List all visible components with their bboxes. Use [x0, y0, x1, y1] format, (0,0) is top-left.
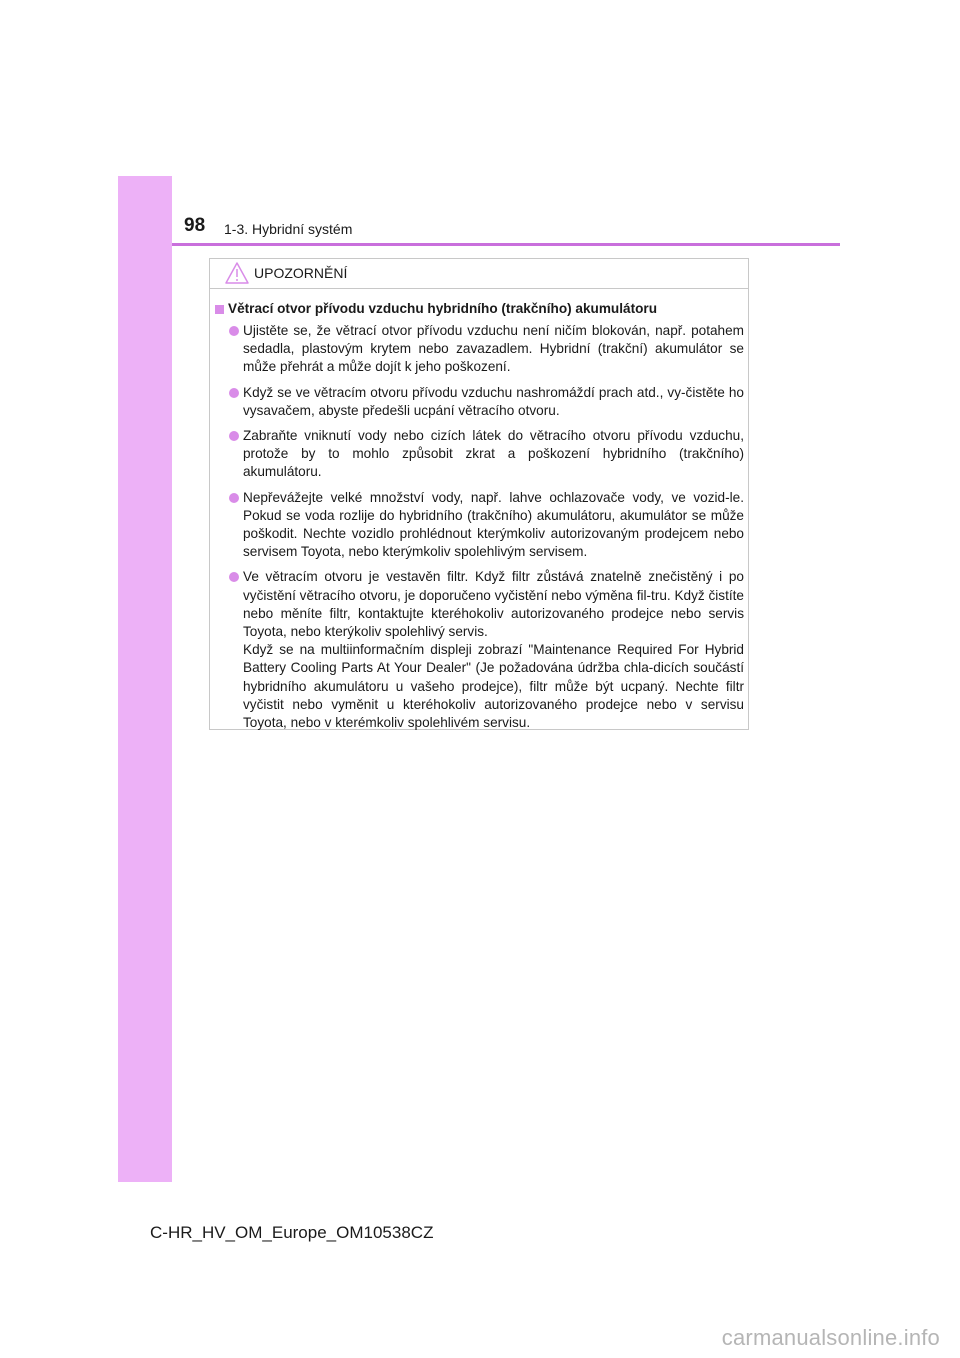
page-number: 98	[184, 215, 206, 236]
list-item	[214, 427, 744, 482]
warning-content	[214, 300, 744, 739]
round-bullet-icon	[229, 388, 239, 398]
list-item-text-continued: Když se na multiinformačním displeji zobrazí "Maintenance Required For Hybrid Battery Cooling Parts At Your Dealer" (Je požadována údržba chla-dicích součástí hybridního akumulátoru u vašeho prodejce), filtr může být ucpaný. Nechte filtr vyčistit nebo vyměnit u kteréhokoliv autorizovaného prodejce nebo v servisu Toyota, nebo v kterémkoliv spolehlivém servisu.	[243, 642, 744, 731]
round-bullet-icon	[229, 326, 239, 336]
section-title: 1-3. Hybridní systém	[224, 221, 353, 237]
warning-header	[210, 259, 748, 289]
warning-box	[209, 258, 749, 730]
warning-label: UPOZORNĚNÍ	[254, 265, 348, 281]
list-item-text: Nepřevážejte velké množství vody, např. lahve ochlazovače vody, ve vozid-le. Pokud se voda rozlije do hybridního (trakčního) akumulátoru, akumulátor se může poškodit. Nechte vozidlo prohlédnout kterýmkoliv autorizovaným prodejcem nebo servisem Toyota, nebo kterýmkoliv spolehlivým servisem.	[243, 489, 744, 560]
warning-item-title	[214, 300, 744, 318]
watermark: carmanualsonline.info	[721, 1325, 940, 1350]
round-bullet-icon	[229, 431, 239, 441]
chapter-side-band	[118, 176, 172, 1182]
list-item	[214, 384, 744, 420]
square-bullet-icon	[215, 305, 224, 314]
round-bullet-icon	[229, 493, 239, 503]
warning-triangle-icon	[224, 261, 250, 285]
footer-doc-code: C-HR_HV_OM_Europe_OM10538CZ	[150, 1223, 434, 1242]
round-bullet-icon	[229, 572, 239, 582]
header-divider	[172, 243, 840, 246]
item-title-text: Větrací otvor přívodu vzduchu hybridního (trakčního) akumulátoru	[228, 301, 657, 316]
list-item-text: Když se ve větracím otvoru přívodu vzduchu nashromáždí prach atd., vy-čistěte ho vysavačem, abyste předešli ucpání větracího otvoru.	[243, 384, 744, 418]
list-item	[214, 489, 744, 562]
list-item	[214, 568, 744, 732]
list-item	[214, 322, 744, 377]
list-item-text: Zabraňte vniknutí vody nebo cizích látek do větracího otvoru přívodu vzduchu, protože by to mohlo způsobit zkrat a poškození hybridního (trakčního) akumulátoru.	[243, 428, 744, 480]
list-item-text: Ujistěte se, že větrací otvor přívodu vzduchu není ničím blokován, např. potahem sedadla, plastovým krytem nebo zavazadlem. Hybridní (trakční) akumulátor se může přehrát a může dojít k jeho poškození.	[243, 323, 744, 375]
list-item-text: Ve větracím otvoru je vestavěn filtr. Když filtr zůstává znatelně znečistěný i po vyčistění větracího otvoru, je doporučeno vyčistění nebo výměna fil-tru. Když čistíte nebo měníte filtr, kontaktujte kteréhokoliv autorizovaného prodejce nebo servis Toyota, nebo kterýkoliv spolehlivý servis.	[243, 569, 744, 640]
